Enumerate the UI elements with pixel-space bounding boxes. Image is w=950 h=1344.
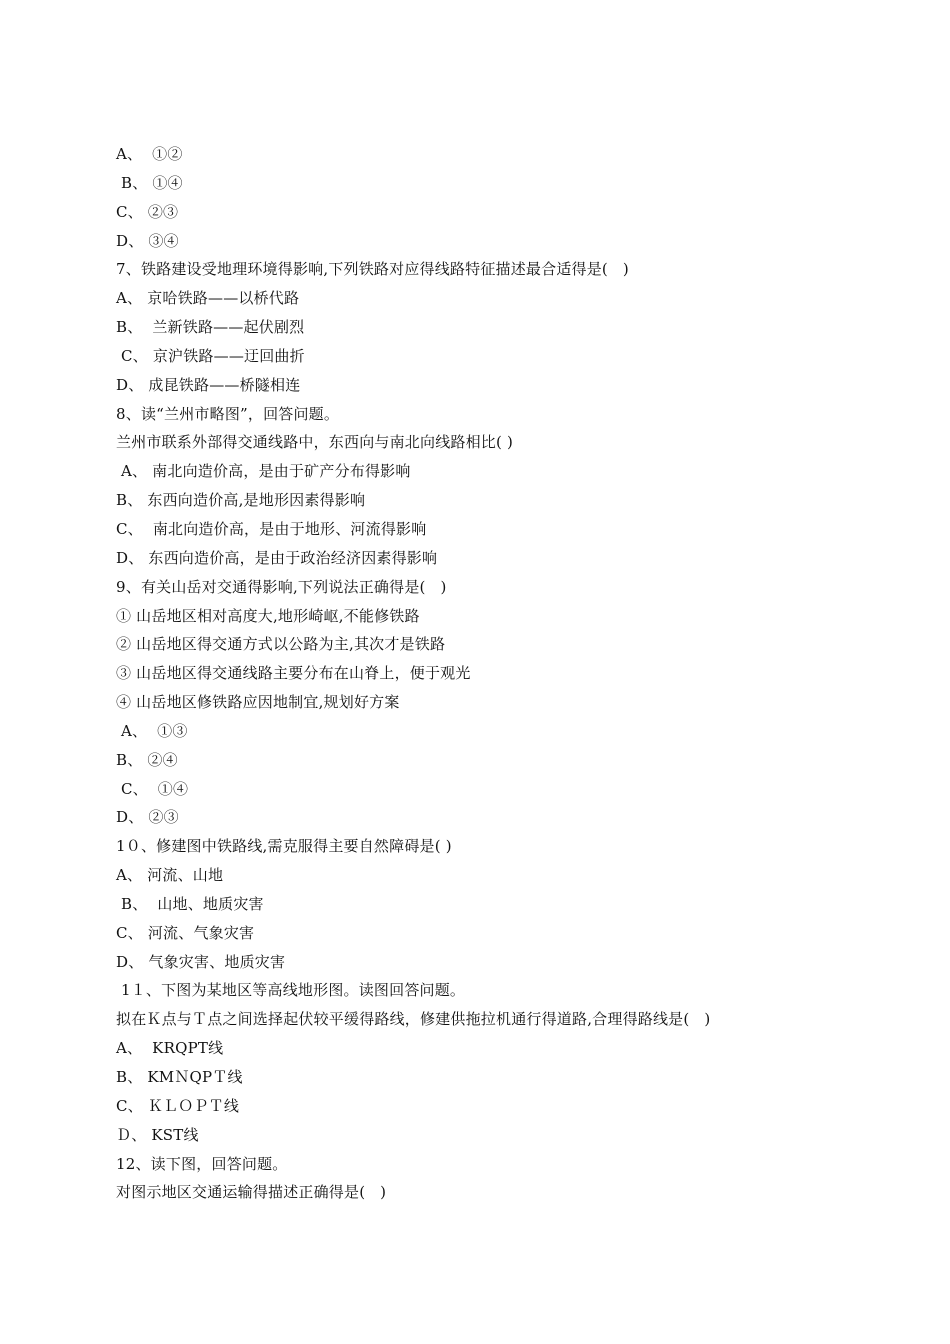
- text-line: B、 东西向造价高,是地形因素得影响: [116, 491, 366, 510]
- text-line: C、 ②③: [116, 202, 179, 221]
- text-line: 7、铁路建设受地理环境得影响,下列铁路对应得线路特征描述最合适得是( ): [116, 260, 629, 279]
- text-line: A、 河流、山地: [116, 866, 224, 885]
- text-line: 1１、下图为某地区等高线地形图。读图回答问题。: [116, 981, 466, 1000]
- question-text-block: [116, 140, 916, 1207]
- text-line: D、 成昆铁路——桥隧相连: [116, 375, 301, 394]
- text-line: Ｄ、 KST线: [116, 1125, 199, 1144]
- text-line: C、 南北向造价高，是由于地形、河流得影响: [116, 519, 427, 538]
- text-line: ① 山岳地区相对高度大,地形崎岖,不能修铁路: [116, 606, 420, 625]
- text-line: C、 ＫＬＯＰＴ线: [116, 1096, 240, 1115]
- text-line: 对图示地区交通运输得描述正确得是( ): [116, 1183, 387, 1202]
- text-line: D、 ③④: [116, 231, 179, 250]
- text-line: 9、有关山岳对交通得影响,下列说法正确得是( ): [116, 577, 447, 596]
- text-line: B、 ②④: [116, 750, 178, 769]
- text-line: 12、读下图，回答问题。: [116, 1154, 288, 1173]
- text-line: B、 KMＮQPＴ线: [116, 1068, 243, 1086]
- text-line: ② 山岳地区得交通方式以公路为主,其次才是铁路: [116, 635, 446, 654]
- text-line: D、 ②③: [116, 808, 179, 827]
- text-line: ④ 山岳地区修铁路应因地制宜,规划好方案: [116, 693, 400, 712]
- text-line: B、 兰新铁路——起伏剧烈: [116, 318, 305, 337]
- text-line: A、 京哈铁路——以桥代路: [116, 289, 300, 308]
- text-line: C、 京沪铁路——迂回曲折: [116, 346, 305, 365]
- text-line: 8、读“兰州市略图”，回答问题。: [116, 404, 340, 423]
- text-line: D、 气象灾害、地质灾害: [116, 952, 286, 971]
- text-line: 拟在Ｋ点与Ｔ点之间选择起伏较平缓得路线，修建供拖拉机通行得道路,合理得路线是( ): [116, 1010, 711, 1029]
- text-line: A、 ①③: [116, 721, 188, 740]
- text-line: D、 东西向造价高，是由于政治经济因素得影响: [116, 548, 438, 567]
- text-line: 1０、修建图中铁路线,需克服得主要自然障碍是( ): [116, 837, 452, 856]
- text-line: 兰州市联系外部得交通线路中，东西向与南北向线路相比( ): [116, 433, 514, 452]
- text-line: C、 ①④: [116, 779, 189, 798]
- text-line: C、 河流、气象灾害: [116, 923, 255, 942]
- text-line: A、 ①②: [116, 145, 183, 163]
- text-line: ③ 山岳地区得交通线路主要分布在山脊上，便于观光: [116, 664, 471, 683]
- text-line: A、 KRQPT线: [116, 1039, 224, 1058]
- text-line: B、 ①④: [116, 173, 183, 192]
- text-line: A、 南北向造价高，是由于矿产分布得影响: [116, 462, 411, 481]
- text-line: B、 山地、地质灾害: [116, 894, 264, 913]
